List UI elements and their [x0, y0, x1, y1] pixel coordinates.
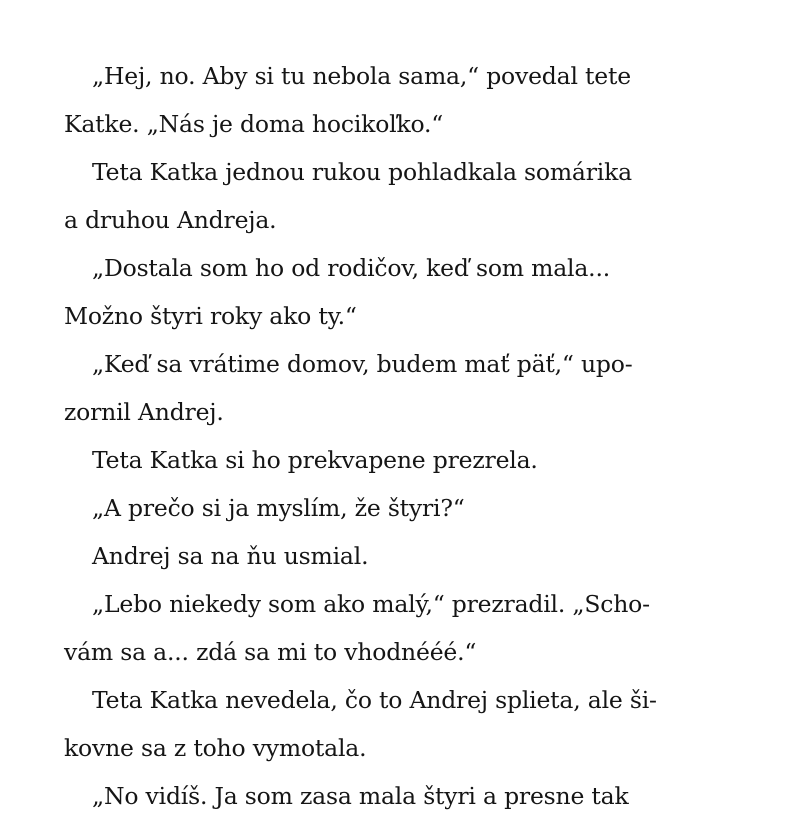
text-line: Teta Katka jednou rukou pohladkala somárika	[92, 158, 632, 186]
text-line: „A prečo si ja myslím, že štyri?“	[92, 494, 465, 522]
text-line: Možno štyri roky ako ty.“	[64, 302, 357, 330]
body-text	[64, 52, 744, 820]
text-line: zornil Andrej.	[64, 398, 224, 426]
text-line: „Hej, no. Aby si tu nebola sama,“ povedal tete	[92, 62, 631, 90]
text-line: „Lebo niekedy som ako malý,“ prezradil. „Scho-	[92, 590, 650, 618]
text-line: Andrej sa na ňu usmial.	[92, 542, 369, 570]
text-line: „Dostala som ho od rodičov, keď som mala...	[92, 254, 610, 282]
text-line: vám sa a... zdá sa mi to vhodnééé.“	[64, 638, 477, 666]
text-line: „No vidíš. Ja som zasa mala štyri a presne tak	[92, 782, 629, 810]
text-line: a druhou Andreja.	[64, 206, 277, 234]
text-line: Katke. „Nás je doma hocikoľko.“	[64, 110, 444, 138]
text-line: Teta Katka nevedela, čo to Andrej splieta, ale ši-	[92, 686, 657, 714]
text-line: kovne sa z toho vymotala.	[64, 734, 367, 762]
text-line: „Keď sa vrátime domov, budem mať päť,“ upo-	[92, 350, 633, 378]
text-line: Teta Katka si ho prekvapene prezrela.	[92, 446, 538, 474]
